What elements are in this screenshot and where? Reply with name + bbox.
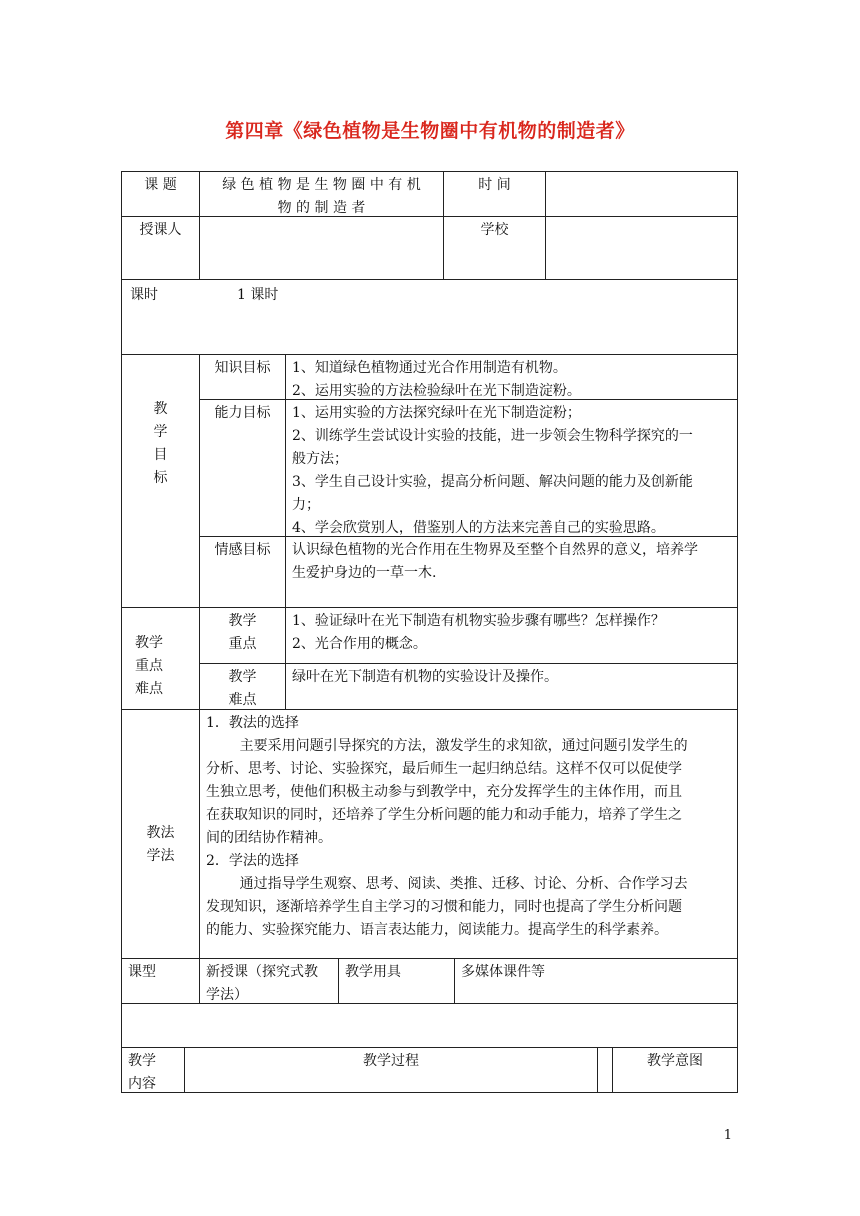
knowledge-label-cell xyxy=(199,354,286,400)
teacher-label-cell xyxy=(121,216,200,280)
school-label-cell xyxy=(443,216,546,280)
emotion-content-cell xyxy=(285,536,738,608)
emotion-label: 情感目标 xyxy=(214,542,271,558)
topic-label: 课 题 xyxy=(144,177,177,193)
methods-label-line: 学法 xyxy=(146,848,175,864)
topic-value-cell xyxy=(199,171,444,217)
ability-content-cell xyxy=(285,399,738,537)
ability-line: 力； xyxy=(292,497,320,513)
tools-label-cell xyxy=(338,958,455,1004)
empty-row xyxy=(121,1003,738,1048)
school-label: 学校 xyxy=(480,222,509,238)
emotion-label-cell xyxy=(199,536,286,608)
methods-line: 通过指导学生观察、思考、阅读、类推、迁移、讨论、分析、合作学习去 xyxy=(239,876,688,892)
methods-content-cell xyxy=(199,709,738,959)
methods-line: 1．教法的选择 xyxy=(206,715,299,731)
school-value-cell xyxy=(545,216,738,280)
methods-label xyxy=(121,822,200,868)
process-label: 教学过程 xyxy=(363,1053,419,1069)
difficulty-label-cell xyxy=(199,663,286,710)
objectives-char: 教 xyxy=(153,401,168,417)
content-label-line: 教学 xyxy=(128,1053,156,1069)
methods-label-line: 教法 xyxy=(146,825,175,841)
knowledge-content-cell xyxy=(285,354,738,400)
ability-line: 般方法； xyxy=(292,451,348,467)
page-title: 第四章《绿色植物是生物圈中有机物的制造者》 xyxy=(225,120,635,142)
lessontype-label: 课型 xyxy=(128,964,156,980)
focus-line: 2、光合作用的概念。 xyxy=(292,636,427,652)
objectives-char: 标 xyxy=(153,470,168,486)
objectives-char: 学 xyxy=(153,424,168,440)
lessontype-value-cell xyxy=(199,958,339,1004)
process-spacer-cell xyxy=(597,1047,613,1093)
knowledge-line: 1、知道绿色植物通过光合作用制造有机物。 xyxy=(292,360,567,376)
methods-line: 间的团结协作精神。 xyxy=(206,830,332,846)
methods-line: 发现知识，逐渐培养学生自主学习的习惯和能力，同时也提高了学生分析问题 xyxy=(206,899,682,915)
intent-label-cell xyxy=(612,1047,738,1093)
keypoints-label-line: 教学 xyxy=(135,635,163,651)
time-label: 时 间 xyxy=(478,177,511,193)
teacher-label: 授课人 xyxy=(139,222,182,238)
time-label-cell xyxy=(443,171,546,217)
ability-line: 3、学生自己设计实验，提高分析问题、解决问题的能力及创新能 xyxy=(292,474,693,490)
lessontype-label-cell xyxy=(121,958,200,1004)
ability-label: 能力目标 xyxy=(214,405,271,421)
focus-label-cell xyxy=(199,607,286,664)
difficulty-line: 绿叶在光下制造有机物的实验设计及操作。 xyxy=(292,669,558,685)
ability-line: 1、运用实验的方法探究绿叶在光下制造淀粉； xyxy=(292,405,581,421)
focus-label-line: 重点 xyxy=(228,636,257,652)
ability-line: 2、训练学生尝试设计实验的技能，进一步领会生物科学探究的一 xyxy=(292,428,693,444)
content-label-line: 内容 xyxy=(128,1076,156,1092)
focus-content-cell xyxy=(285,607,738,664)
methods-line: 分析、思考、讨论、实验探究，最后师生一起归纳总结。这样不仅可以促使学 xyxy=(206,761,682,777)
time-value-cell xyxy=(545,171,738,217)
difficulty-label-line: 教学 xyxy=(228,669,257,685)
period-row xyxy=(121,279,738,355)
topic-line-2: 物 的 制 造 者 xyxy=(277,200,366,216)
keypoints-label-line: 重点 xyxy=(135,658,163,674)
knowledge-label: 知识目标 xyxy=(214,360,271,376)
difficulty-content-cell xyxy=(285,663,738,710)
keypoints-label xyxy=(121,632,177,701)
intent-label: 教学意图 xyxy=(647,1053,703,1069)
objectives-label xyxy=(121,398,200,490)
objectives-char: 目 xyxy=(153,447,168,463)
methods-line: 主要采用问题引导探究的方法，激发学生的求知欲，通过问题引发学生的 xyxy=(239,738,688,754)
page-number: 1 xyxy=(723,1128,732,1143)
emotion-line: 认识绿色植物的光合作用在生物界及至整个自然界的意义，培养学 xyxy=(292,542,698,558)
focus-label-line: 教学 xyxy=(228,613,257,629)
lessontype-value-line: 新授课（探究式教 xyxy=(206,964,318,980)
methods-line: 生独立思考，使他们积极主动参与到教学中，充分发挥学生的主体作用，而且 xyxy=(206,784,682,800)
methods-line: 在获取知识的同时，还培养了学生分析问题的能力和动手能力，培养了学生之 xyxy=(206,807,682,823)
keypoints-label-line: 难点 xyxy=(135,681,163,697)
difficulty-label-line: 难点 xyxy=(228,692,257,708)
period-label: 课时 xyxy=(130,287,158,303)
tools-label: 教学用具 xyxy=(345,964,401,980)
ability-label-cell xyxy=(199,399,286,537)
period-value: 1 课时 xyxy=(237,287,279,303)
methods-line: 的能力、实验探究能力、语言表达能力，阅读能力。提高学生的科学素养。 xyxy=(206,922,668,938)
knowledge-line: 2、运用实验的方法检验绿叶在光下制造淀粉。 xyxy=(292,383,581,399)
teacher-value-cell xyxy=(199,216,444,280)
ability-line: 4、学会欣赏别人，借鉴别人的方法来完善自己的实验思路。 xyxy=(292,520,665,536)
process-label-cell xyxy=(184,1047,598,1093)
topic-line-1: 绿 色 植 物 是 生 物 圈 中 有 机 xyxy=(222,177,421,193)
methods-line: 2．学法的选择 xyxy=(206,853,299,869)
content-label-cell xyxy=(121,1047,185,1093)
topic-label-cell xyxy=(121,171,200,217)
focus-line: 1、验证绿叶在光下制造有机物实验步骤有哪些？怎样操作？ xyxy=(292,613,665,629)
tools-value: 多媒体课件等 xyxy=(461,964,545,980)
lessontype-value-line: 学法） xyxy=(206,987,248,1003)
tools-value-cell xyxy=(454,958,738,1004)
emotion-line: 生爱护身边的一草一木. xyxy=(292,565,437,581)
